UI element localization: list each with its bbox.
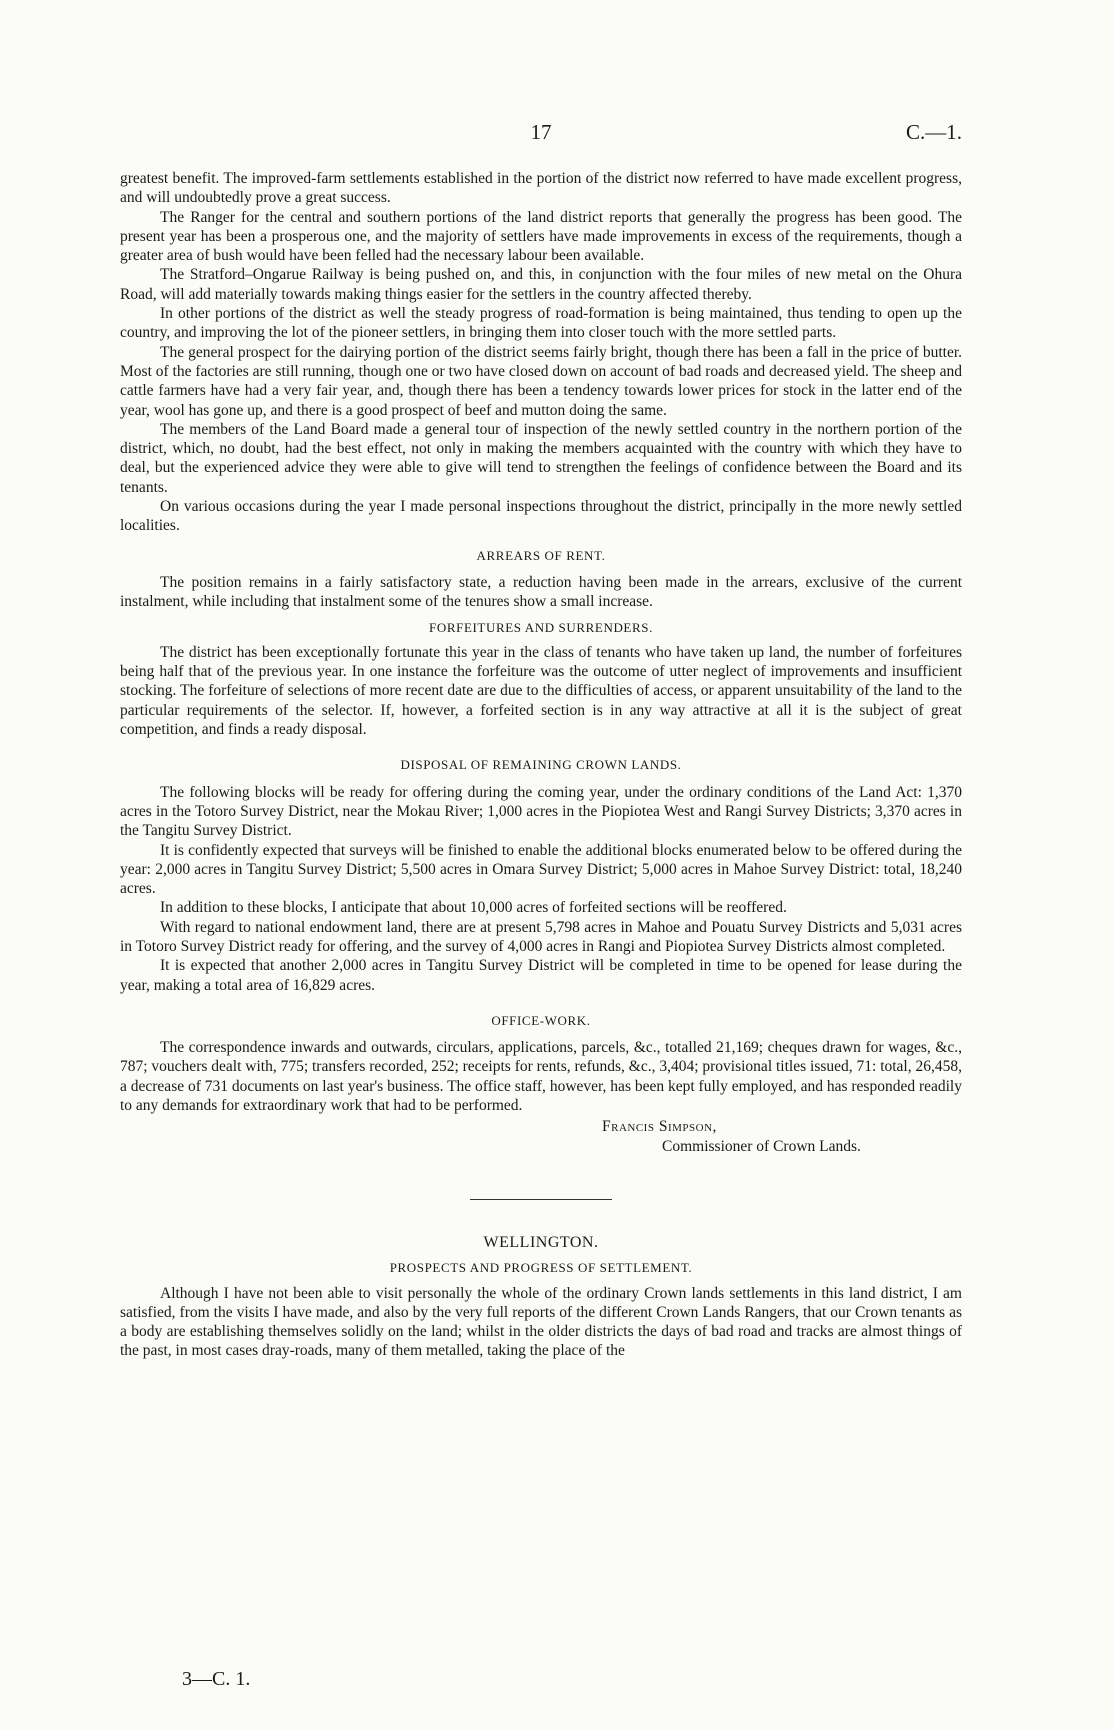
paragraph: On various occasions during the year I made personal inspections throughout the district, principally in the more newly settled localities.	[120, 498, 962, 535]
signature-block	[120, 1117, 962, 1156]
paragraph: In addition to these blocks, I anticipate that about 10,000 acres of forfeited sections will be reoffered.	[160, 899, 787, 917]
paragraph: The members of the Land Board made a general tour of inspection of the newly settled country in the northern portion of the district, which, no doubt, had the best effect, not only in making the members acquainted with the country with which they have to deal, but the experienced advice they were able to give will tend to strengthen the feelings of confidence between the Board and its tenants.	[120, 420, 962, 496]
district-title: WELLINGTON.	[483, 1233, 599, 1251]
paragraph: The correspondence inwards and outwards, circulars, applications, parcels, &c., totalled 21,169; cheques drawn for wages, &c., 787; vouchers dealt with, 775; transfers recorded, 252; receipts for rents, refunds, &c., 3,404; provisional titles issued, 71: total, 26,458, a decrease of 731 documents on last year's business. The office staff, however, has been kept fully employed, and has responded readily to any demands for extraordinary work that had to be performed.	[120, 1039, 962, 1115]
paragraph: The following blocks will be ready for offering during the coming year, under the ordinary conditions of the Land Act: 1,370 acres in the Totoro Survey District, near the Mokau River; 1,000 acres in the Piopiotea West and Rangi Survey Districts; 3,370 acres in the Tangitu Survey District.	[120, 783, 962, 840]
document-body	[120, 169, 962, 1361]
paragraph: In other portions of the district as well the steady progress of road-formation is being maintained, thus tending to open up the country, and improving the lot of the pioneer settlers, in bringing them into closer touch with the more settled parts.	[120, 305, 962, 342]
sheet-signature-mark: 3—C. 1.	[182, 1668, 251, 1690]
section-heading-disposal: DISPOSAL OF REMAINING CROWN LANDS.	[400, 757, 682, 773]
signatory-title: Commissioner of Crown Lands.	[662, 1137, 861, 1155]
page-number: 17	[530, 120, 552, 144]
section-heading-forfeitures: FORFEITURES AND SURRENDERS.	[429, 619, 653, 635]
paragraph: Although I have not been able to visit personally the whole of the ordinary Crown lands settlements in this land district, I am satisfied, from the visits I have made, and also by the very full reports of the different Crown Lands Rangers, that our Crown tenants as a body are establishing themselves solidly on the land; whilst in the older districts the days of bad road and tracks are almost things of the past, in most cases dray-roads, many of them metalled, taking the place of the	[120, 1284, 962, 1360]
paragraph: It is confidently expected that surveys will be finished to enable the additional blocks enumerated below to be offered during the year: 2,000 acres in Tangitu Survey District; 5,500 acres in Omara Survey District; 5,000 acres in Mahoe Survey District: total, 18,240 acres.	[120, 841, 962, 898]
paragraph: It is expected that another 2,000 acres in Tangitu Survey District will be completed in time to be opened for lease during the year, making a total area of 16,829 acres.	[120, 957, 962, 994]
paragraph: The district has been exceptionally fortunate this year in the class of tenants who have taken up land, the number of forfeitures being half that of the previous year. In one instance the forfeiture was the outcome of utter neglect of improvements and insufficient stocking. The forfeiture of selections of more recent date are due to the difficulties of access, or apparent unsuitability of the land to the particular requirements of the selector. If, however, a forfeited section is in any way attractive at all it is the subject of great competition, and finds a ready disposal.	[120, 643, 962, 739]
section-heading-office-work: OFFICE-WORK.	[491, 1012, 591, 1028]
paragraph: With regard to national endowment land, there are at present 5,798 acres in Mahoe and Pouatu Survey Districts and 5,031 acres in Totoro Survey District ready for offering, and the survey of 4,000 acres in Rangi and Piopiotea Survey Districts almost completed.	[120, 918, 962, 955]
signatory-name: Francis Simpson,	[602, 1118, 717, 1136]
paragraph: greatest benefit. The improved-farm settlements established in the portion of the district now referred to have made excellent progress, and will undoubtedly prove a great success.	[120, 170, 962, 207]
section-divider	[470, 1199, 612, 1200]
section-heading-prospects: PROSPECTS AND PROGRESS OF SETTLEMENT.	[389, 1260, 693, 1276]
document-code: C.—1.	[905, 120, 962, 144]
paragraph: The Stratford–Ongarue Railway is being pushed on, and this, in conjunction with the four miles of new metal on the Ohura Road, will add materially towards making things easier for the settlers in the country affected thereby.	[120, 266, 962, 303]
paragraph: The Ranger for the central and southern portions of the land district reports that generally the progress has been good. The present year has been a prosperous one, and the majority of settlers have made improvements in excess of the requirements, though a greater area of bush would have been felled had the necessary labour been available.	[120, 208, 962, 265]
paragraph: The position remains in a fairly satisfactory state, a reduction having been made in the arrears, exclusive of the current instalment, while including that instalment some of the tenures show a small increase.	[120, 573, 962, 611]
section-heading-arrears: ARREARS OF RENT.	[476, 547, 606, 563]
page-header	[120, 120, 962, 150]
paragraph: The general prospect for the dairying portion of the district seems fairly bright, though there has been a fall in the price of butter. Most of the factories are still running, though one or two have closed down on account of bad roads and decreased yield. The sheep and cattle farmers have had a very fair year, and, though there has been a tendency towards lower prices for stock in the latter end of the year, wool has gone up, and there is a good prospect of beef and mutton doing the same.	[120, 343, 962, 419]
